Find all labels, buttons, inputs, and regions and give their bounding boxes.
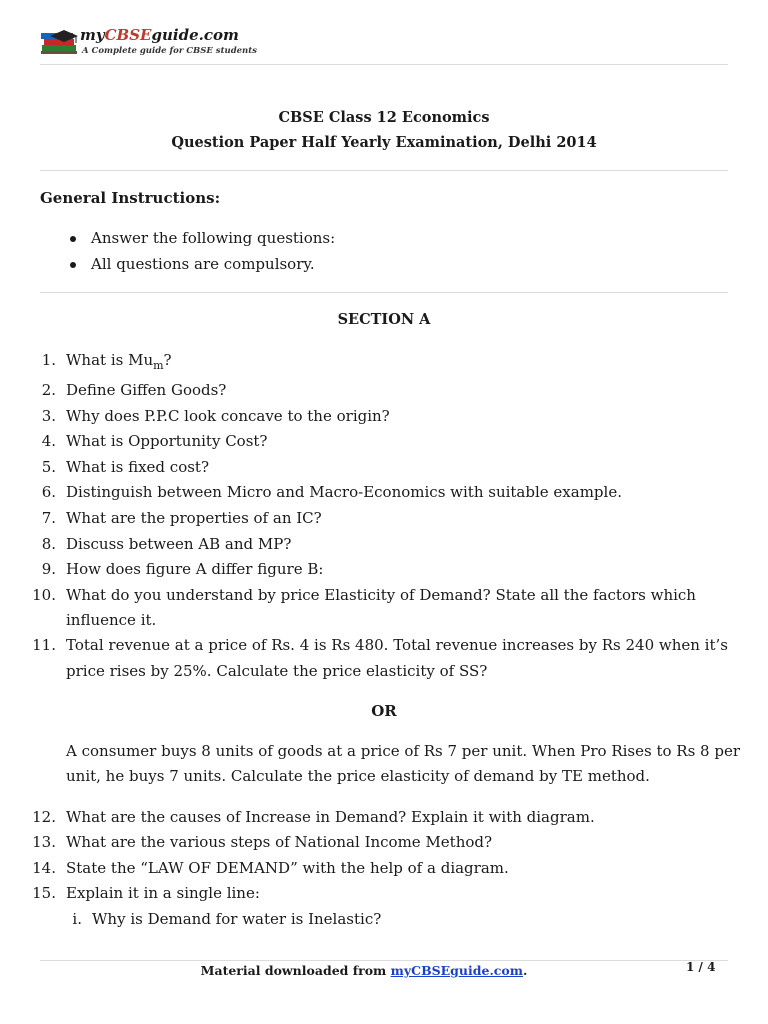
- footer-divider: [40, 960, 728, 961]
- question-item: 8. Discuss between AB and MP?: [41, 535, 292, 553]
- footer-note: Material downloaded from myCBSEguide.com.: [200, 963, 528, 978]
- question-item: 1. What is $Mu_m$?: [41, 351, 172, 372]
- question-item: 3. Why does P.P.C look concave to the origin?: [41, 407, 390, 425]
- logo-name: myCBSEguide.com: [80, 26, 239, 44]
- or-question-line: unit, he buys 7 units. Calculate the price elasticity of demand by TE method.: [66, 767, 650, 785]
- title-divider: [40, 170, 728, 171]
- section-title: SECTION A: [337, 311, 431, 328]
- logo-tagline: A Complete guide for CBSE students: [82, 46, 257, 56]
- bullet-icon: [70, 236, 76, 242]
- sub-question-item: i. Why is Demand for water is Inelastic?: [72, 910, 382, 928]
- page-title: CBSE Class 12 Economics: [278, 109, 490, 126]
- question-item: 4. What is Opportunity Cost?: [41, 432, 268, 450]
- instructions-heading: General Instructions:: [40, 189, 221, 207]
- question-item: 14. State the “LAW OF DEMAND” with the help of a diagram.: [32, 859, 509, 877]
- question-item: 7. What are the properties of an IC?: [41, 509, 322, 527]
- or-separator: OR: [371, 702, 397, 720]
- question-item: 15. Explain it in a single line:: [32, 884, 260, 902]
- page-subtitle: Question Paper Half Yearly Examination, Delhi 2014: [171, 134, 597, 151]
- or-question-line: A consumer buys 8 units of goods at a price of Rs 7 per unit. When Pro Rises to Rs 8 per: [66, 742, 741, 760]
- site-logo[interactable]: [40, 26, 260, 60]
- question-continuation: influence it.: [66, 611, 157, 629]
- question-item: 11. Total revenue at a price of Rs. 4 is Rs 480. Total revenue increases by Rs 240 when it’s: [32, 636, 728, 654]
- question-item: 12. What are the causes of Increase in Demand? Explain it with diagram.: [32, 808, 595, 826]
- question-item: 6. Distinguish between Micro and Macro-Economics with suitable example.: [41, 483, 622, 501]
- bullet-icon: [70, 262, 76, 268]
- header-divider: [40, 64, 728, 65]
- question-continuation: price rises by 25%. Calculate the price elasticity of SS?: [66, 662, 488, 680]
- footer-link[interactable]: myCBSEguide.com: [390, 963, 523, 978]
- question-item: 9. How does figure A differ figure B:: [41, 560, 324, 578]
- question-item: 5. What is fixed cost?: [41, 458, 209, 476]
- instructions-divider: [40, 292, 728, 293]
- books-icon: [40, 28, 80, 56]
- question-item: 13. What are the various steps of National Income Method?: [32, 833, 493, 851]
- question-item: 2. Define Giffen Goods?: [41, 381, 227, 399]
- question-item: 10. What do you understand by price Elasticity of Demand? State all the factors which: [32, 586, 696, 604]
- page-number: 1 / 4: [686, 960, 716, 974]
